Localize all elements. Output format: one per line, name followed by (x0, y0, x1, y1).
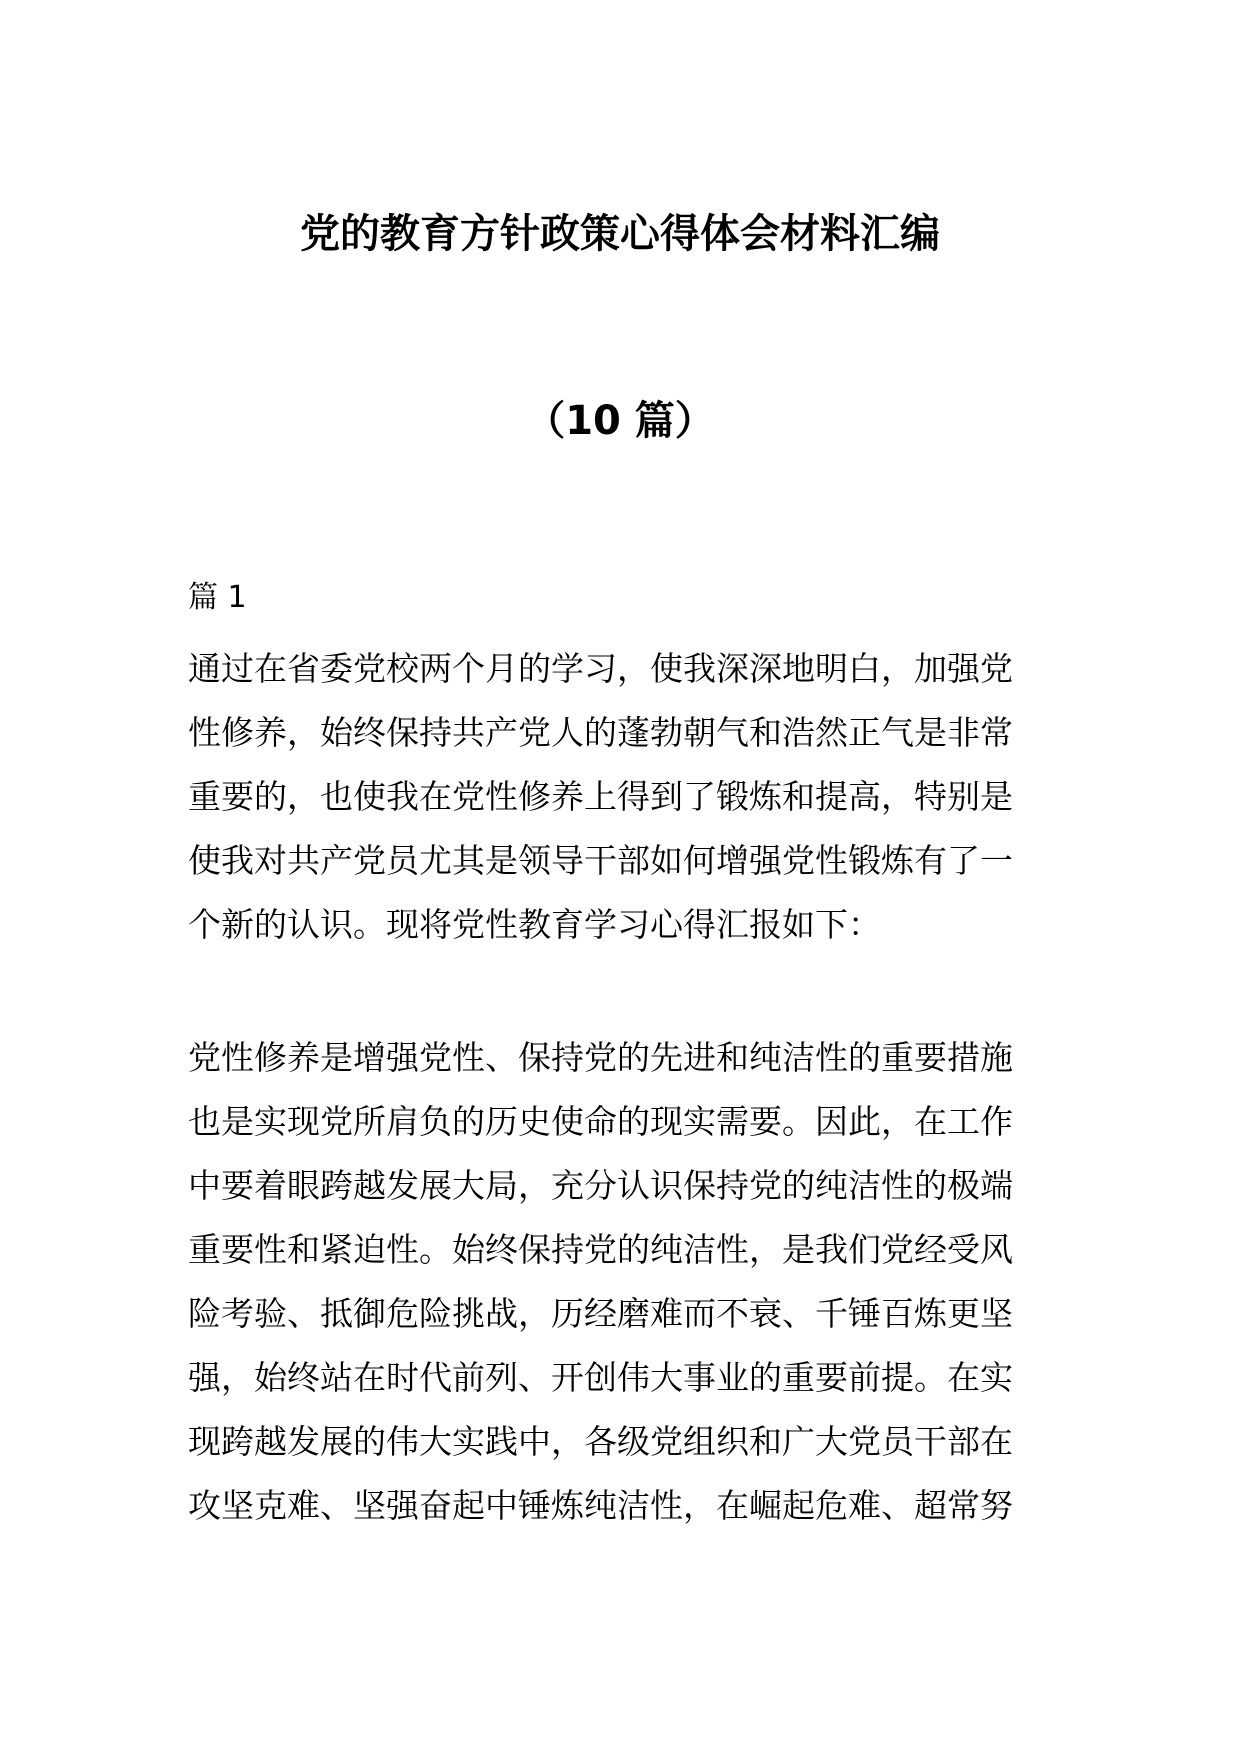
paragraph-line: 个新的认识。现将党性教育学习心得汇报如下： (188, 905, 881, 944)
document-title: 党的教育方针政策心得体会材料汇编 (300, 211, 940, 257)
paragraph-line: 现跨越发展的伟大实践中，各级党组织和广大党员干部在 (188, 1422, 1013, 1461)
section-label: 篇 1 (188, 580, 247, 615)
paragraph-line: 重要性和紧迫性。始终保持党的纯洁性，是我们党经受风 (188, 1230, 1013, 1269)
paragraph-line: 通过在省委党校两个月的学习，使我深深地明白，加强党 (188, 649, 1013, 688)
paragraph-line: 使我对共产党员尤其是领导干部如何增强党性锻炼有了一 (188, 841, 1013, 880)
paragraph-line: 中要着眼跨越发展大局，充分认识保持党的纯洁性的极端 (188, 1166, 1013, 1205)
paragraph-line: 党性修养是增强党性、保持党的先进和纯洁性的重要措施 (188, 1038, 1013, 1077)
paragraph-line: 险考验、抵御危险挑战，历经磨难而不衰、千锤百炼更坚 (188, 1294, 1013, 1333)
paragraph-line: 强，始终站在时代前列、开创伟大事业的重要前提。在实 (188, 1358, 1013, 1397)
paragraph-line: 也是实现党所肩负的历史使命的现实需要。因此，在工作 (188, 1102, 1013, 1141)
paragraph-2 (188, 1026, 1048, 1538)
paragraph-line: 攻坚克难、坚强奋起中锤炼纯洁性，在崛起危难、超常努 (188, 1486, 1013, 1525)
paragraph-1 (188, 637, 1048, 957)
document-subtitle: （10 篇） (525, 398, 715, 444)
paragraph-line: 性修养，始终保持共产党人的蓬勃朝气和浩然正气是非常 (188, 713, 1013, 752)
paragraph-line: 重要的，也使我在党性修养上得到了锻炼和提高，特别是 (188, 777, 1013, 816)
